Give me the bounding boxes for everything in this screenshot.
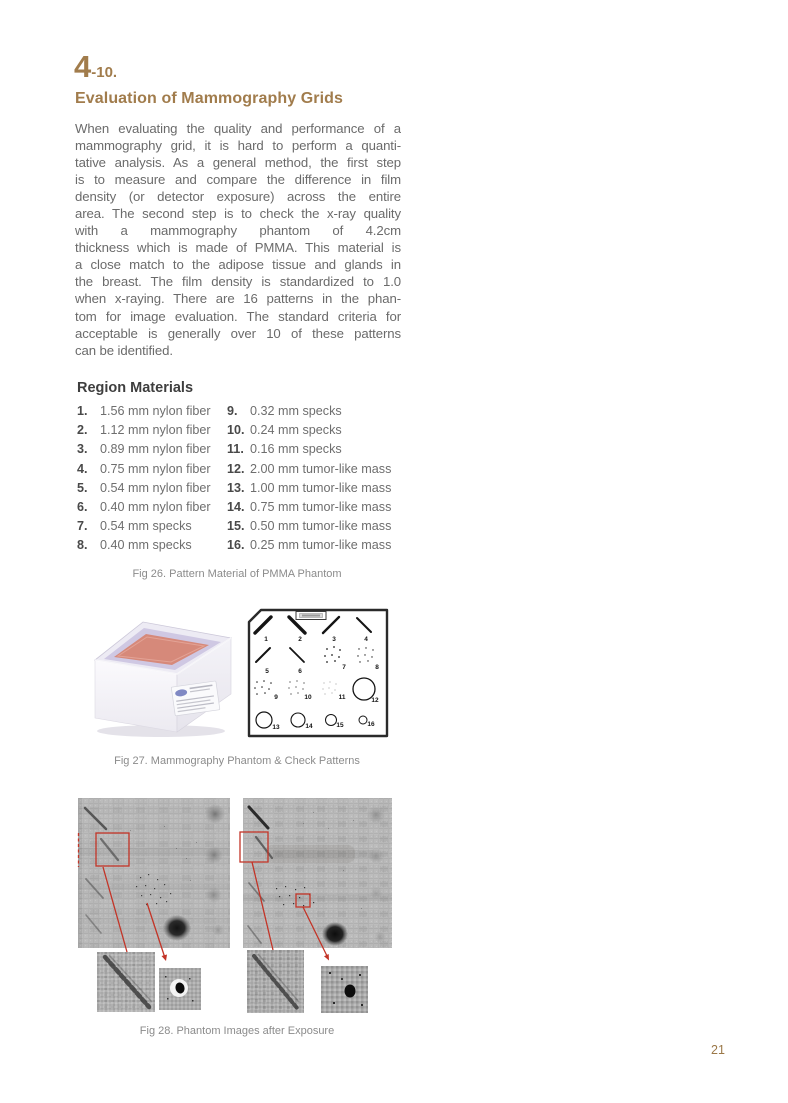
- section-heading: [74, 49, 118, 88]
- item-text: 0.25 mm tumor-like mass: [250, 538, 392, 553]
- list-item: [227, 462, 405, 481]
- list-item: [77, 500, 227, 519]
- item-number: 13.: [227, 480, 245, 495]
- item-number: 15.: [227, 519, 245, 534]
- zoom-crop-speck-left: [159, 968, 201, 1010]
- list-item: [227, 404, 405, 423]
- svg-text:7: 7: [342, 664, 346, 671]
- paragraph-line: tom for image evaluation. The standard criteria for: [75, 308, 401, 324]
- list-item: [77, 442, 227, 461]
- svg-text:2: 2: [298, 636, 302, 643]
- list-item: [227, 538, 405, 557]
- item-number: 2.: [77, 423, 88, 438]
- item-number: 6.: [77, 499, 88, 514]
- item-number: 12.: [227, 461, 245, 476]
- film-mass-blob: [322, 922, 348, 946]
- svg-text:1: 1: [264, 636, 268, 643]
- region-materials-heading: Region Materials: [77, 380, 194, 396]
- list-item: [227, 442, 405, 461]
- svg-text:6: 6: [298, 668, 302, 675]
- fig28-caption: Fig 28. Phantom Images after Exposure: [139, 1025, 335, 1037]
- item-number: 5.: [77, 480, 88, 495]
- item-number: 9.: [227, 404, 238, 418]
- region-materials-left-column: [77, 404, 227, 558]
- list-item: [227, 423, 405, 442]
- section-number: 4: [74, 49, 92, 84]
- item-text: 0.54 mm specks: [100, 519, 192, 534]
- page-number: 21: [711, 1043, 725, 1057]
- speck-detail: [345, 985, 356, 998]
- item-text: 0.24 mm specks: [250, 423, 342, 438]
- item-text: 0.54 mm nylon fiber: [100, 480, 211, 495]
- list-item: [77, 462, 227, 481]
- item-text: 0.40 mm specks: [100, 538, 192, 553]
- item-text: 2.00 mm tumor-like mass: [250, 461, 392, 476]
- xray-film-right: [243, 798, 392, 948]
- zoom-crop-speck-right: [321, 966, 368, 1013]
- item-number: 4.: [77, 461, 88, 476]
- section-suffix: -10.: [91, 64, 118, 81]
- item-text: 1.00 mm tumor-like mass: [250, 480, 392, 495]
- item-number: 16.: [227, 538, 245, 553]
- paragraph-line: thickness which is made of PMMA. This material is: [75, 240, 401, 256]
- list-item: [227, 500, 405, 519]
- paragraph-line: the breast. The film density is standardized to 1.0: [75, 274, 401, 290]
- svg-text:3: 3: [332, 636, 336, 643]
- item-text: 0.75 mm nylon fiber: [100, 461, 211, 476]
- list-item: [77, 404, 227, 423]
- item-text: 0.32 mm specks: [250, 404, 342, 418]
- svg-text:13: 13: [272, 724, 280, 731]
- svg-text:10: 10: [304, 694, 312, 701]
- check-pattern-diagram: [247, 607, 390, 738]
- svg-text:5: 5: [265, 668, 269, 675]
- paragraph-line: when x-raying. There are 16 patterns in the phan-: [75, 291, 401, 307]
- paragraph-line: area. The second step is to check the x-ray quality: [75, 206, 401, 222]
- list-item: [77, 519, 227, 538]
- page-title: Evaluation of Mammography Grids: [75, 90, 344, 107]
- list-item: [227, 519, 405, 538]
- item-text: 1.56 mm nylon fiber: [100, 404, 211, 418]
- item-number: 10.: [227, 423, 245, 438]
- phantom-label: [171, 681, 220, 716]
- paragraph-line: can be identified.: [75, 342, 173, 358]
- body-paragraph: [75, 121, 401, 360]
- paragraph-line: is to measure and compare the difference in film: [75, 172, 401, 188]
- paragraph-line: with a mammography phantom of 4.2cm: [75, 223, 401, 239]
- region-materials-right-column: [227, 404, 405, 558]
- item-number: 14.: [227, 499, 245, 514]
- diagram-header-label: [296, 612, 326, 620]
- svg-text:11: 11: [338, 694, 346, 701]
- paragraph-line: tative analysis. As a general method, the first step: [75, 155, 401, 171]
- list-item: [77, 538, 227, 557]
- item-text: 1.12 mm nylon fiber: [100, 423, 211, 438]
- svg-text:12: 12: [371, 697, 379, 704]
- phantom-photo: [85, 610, 237, 740]
- item-text: 0.40 mm nylon fiber: [100, 499, 211, 514]
- fig26-caption: Fig 26. Pattern Material of PMMA Phantom: [132, 568, 342, 580]
- fig27-caption: Fig 27. Mammography Phantom & Check Patterns: [114, 755, 360, 767]
- paragraph-line: acceptable is generally over 10 of these patterns: [75, 325, 401, 341]
- svg-text:15: 15: [336, 722, 344, 729]
- item-text: 0.75 mm tumor-like mass: [250, 499, 392, 514]
- zoom-crop-fiber-right: [247, 950, 304, 1013]
- paragraph-line: When evaluating the quality and performance of a: [75, 121, 401, 136]
- item-text: 0.16 mm specks: [250, 442, 342, 457]
- list-item: [227, 481, 405, 500]
- item-text: 0.89 mm nylon fiber: [100, 442, 211, 457]
- paragraph-line: a close match to the adipose tissue and glands in: [75, 257, 401, 273]
- list-item: [77, 481, 227, 500]
- svg-text:8: 8: [375, 664, 379, 671]
- item-number: 7.: [77, 519, 88, 534]
- paragraph-line: density (or detector exposure) across the entire: [75, 189, 401, 205]
- svg-text:14: 14: [305, 723, 313, 730]
- item-number: 3.: [77, 442, 88, 457]
- svg-text:4: 4: [364, 636, 368, 643]
- item-number: 1.: [77, 404, 88, 418]
- zoom-crop-fiber-left: [97, 952, 155, 1012]
- paragraph-line: mammography grid, it is hard to perform a quanti-: [75, 138, 401, 154]
- xray-film-left: [78, 798, 230, 948]
- list-item: [77, 423, 227, 442]
- item-text: 0.50 mm tumor-like mass: [250, 519, 392, 534]
- svg-text:16: 16: [367, 721, 375, 728]
- item-number: 8.: [77, 538, 88, 553]
- svg-text:9: 9: [274, 694, 278, 701]
- film-mass-blob: [163, 915, 191, 941]
- item-number: 11.: [227, 442, 244, 457]
